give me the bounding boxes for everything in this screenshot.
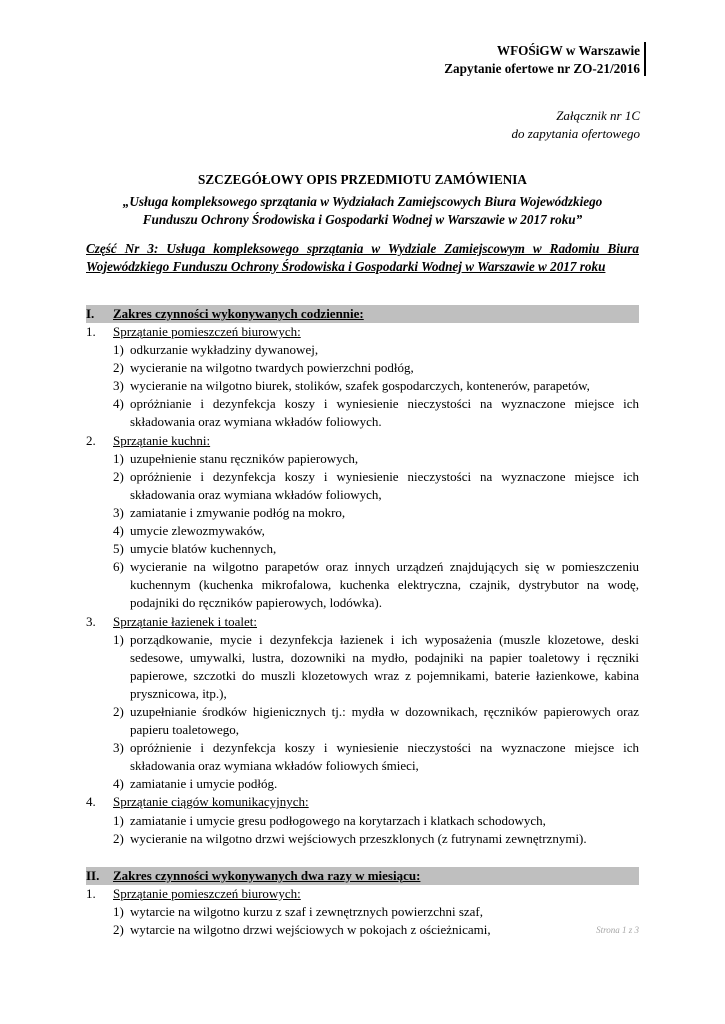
section-label: Zakres czynności wykonywanych dwa razy w miesiącu:	[113, 867, 421, 883]
list-item-number: 2)	[113, 921, 124, 937]
list-item-text: uzupełnianie środków higienicznych tj.: mydła w dozownikach, ręczników papierowych oraz papieru toaletowego,	[130, 703, 639, 738]
group-number: 2.	[86, 432, 96, 448]
document-body	[86, 305, 639, 939]
page-number: Strona 1 z 3	[596, 925, 639, 935]
list-item-number: 4)	[113, 776, 124, 792]
list-item	[113, 450, 639, 468]
list-item-number: 2)	[113, 468, 124, 484]
list-item	[113, 504, 639, 522]
list-item-number: 3)	[113, 378, 124, 394]
list-item	[113, 631, 639, 703]
list-item	[113, 540, 639, 558]
section-number: II.	[86, 867, 100, 883]
list-item	[113, 703, 639, 739]
list-item-number: 5)	[113, 541, 124, 557]
header-rule	[644, 42, 646, 76]
list-item-text: porządkowanie, mycie i dezynfekcja łazienek i ich wyposażenia (muszle klozetowe, deski sedesowe, umywalki, lustra, dozowniki na mydło, podajniki na papier toaletowy i ręczniki papierowe, szczotki do muszli klozetowych wraz z pojemnikami, baterie łazienkowe, kabina prysznicowa, itp.),	[130, 631, 639, 701]
document-title: SZCZEGÓŁOWY OPIS PRZEDMIOTU ZAMÓWIENIA	[198, 172, 527, 187]
list-item	[113, 377, 639, 395]
list-item-number: 1)	[113, 342, 124, 358]
list-item-number: 2)	[113, 830, 124, 846]
list-item-text: zamiatanie i umycie gresu podłogowego na korytarzach i klatkach schodowych,	[130, 812, 546, 828]
list-item-text: wycieranie na wilgotno drzwi wejściowych przeszklonych (z futrynami zewnętrznymi).	[130, 830, 587, 846]
list-item	[113, 830, 639, 848]
list-item	[113, 395, 639, 431]
list-item-text: wycieranie na wilgotno twardych powierzchni podłóg,	[130, 360, 414, 376]
list-item-number: 1)	[113, 631, 124, 647]
list-item-number: 4)	[113, 523, 124, 539]
group-number: 3.	[86, 613, 96, 629]
list-item-number: 2)	[113, 360, 124, 376]
group-label: Sprzątanie łazienek i toalet:	[113, 613, 258, 629]
group-label: Sprzątanie kuchni:	[113, 432, 211, 448]
list-item	[113, 903, 639, 921]
list-item-text: wycieranie na wilgotno biurek, stolików, szafek gospodarczych, kontenerów, parapetów,	[130, 378, 590, 394]
list-item	[113, 921, 639, 939]
subject-title	[86, 193, 639, 229]
list-item-number: 6)	[113, 559, 124, 575]
list-item-number: 1)	[113, 812, 124, 828]
list-item-text: umycie blatów kuchennych,	[130, 541, 277, 557]
group-number: 1.	[86, 324, 96, 339]
list-item-number: 3)	[113, 740, 124, 756]
group-heading	[86, 323, 639, 341]
group-heading	[86, 613, 639, 631]
page-header	[444, 42, 640, 78]
list-item-text: zamiatanie i zmywanie podłóg na mokro,	[130, 504, 346, 520]
subject-line-2: Funduszu Ochrony Środowiska i Gospodarki Wodnej w Warszawie w 2017 roku”	[142, 212, 583, 227]
list-item-text: opróżnienie i dezynfekcja koszy i wyniesienie nieczystości na wyznaczone miejsce ich składowania oraz wymiana wkładów foliowych,	[130, 468, 639, 502]
list-item-text: wycieranie na wilgotno parapetów oraz innych urządzeń znajdujących się w pomieszczeniu kuchennym (kuchenka mikrofalowa, kuchenka elektryczna, czajnik, dystrybutor na wodę, podajniki do ręczników papierowych, lodówka).	[130, 559, 639, 611]
list-item-text: opróżnienie i dezynfekcja koszy i wyniesienie nieczystości na wyznaczone miejsce ich składowania oraz wymiana wkładów foliowych śmieci,	[130, 740, 639, 774]
group-number: 1.	[86, 885, 96, 901]
list-item	[113, 341, 639, 359]
list-item-number: 4)	[113, 396, 124, 412]
list-item-text: wytarcie na wilgotno drzwi wejściowych w pokojach z ościeżnicami,	[130, 921, 491, 937]
list-item	[113, 812, 639, 830]
attachment-reference: do zapytania ofertowego	[511, 126, 640, 141]
list-item	[113, 775, 639, 793]
part-heading: Część Nr 3: Usługa kompleksowego sprzątania w Wydziale Zamiejscowym w Radomiu Biura Wojewódzkiego Funduszu Ochrony Środowiska i Gospodarki Wodnej w Warszawie w 2017 roku	[86, 241, 639, 274]
list-item-number: 1)	[113, 450, 124, 466]
header-inquiry-number: Zapytanie ofertowe nr ZO-21/2016	[444, 61, 640, 76]
list-item	[113, 359, 639, 377]
list-item-text: odkurzanie wykładziny dywanowej,	[130, 342, 319, 358]
list-item-number: 3)	[113, 504, 124, 520]
section-number: I.	[86, 306, 95, 321]
section-label: Zakres czynności wykonywanych codziennie:	[113, 306, 364, 321]
list-item-text: umycie zlewozmywaków,	[130, 523, 265, 539]
attachment-number: Załącznik nr 1C	[556, 108, 640, 123]
section-heading	[86, 305, 639, 323]
group-label: Sprzątanie pomieszczeń biurowych:	[113, 324, 301, 339]
list-item-text: opróżnianie i dezynfekcja koszy i wyniesienie nieczystości na wyznaczone miejsce ich składowania oraz wymiana wkładów foliowych.	[130, 396, 639, 430]
subject-line-1: „Usługa kompleksowego sprzątania w Wydziałach Zamiejscowych Biura Wojewódzkiego	[122, 194, 603, 209]
group-label: Sprzątanie ciągów komunikacyjnych:	[113, 794, 309, 810]
list-item-number: 2)	[113, 703, 124, 719]
list-item	[113, 522, 639, 540]
list-item	[113, 739, 639, 775]
attachment-note	[511, 107, 640, 143]
section-heading	[86, 867, 639, 885]
group-heading	[86, 793, 639, 811]
group-heading	[86, 885, 639, 903]
group-number: 4.	[86, 794, 96, 810]
list-item-number: 1)	[113, 903, 124, 919]
list-item-text: uzupełnienie stanu ręczników papierowych,	[130, 450, 359, 466]
list-item-text: wytarcie na wilgotno kurzu z szaf i zewnętrznych powierzchni szaf,	[130, 903, 484, 919]
group-heading	[86, 432, 639, 450]
header-org: WFOŚiGW w Warszawie	[496, 43, 640, 58]
group-label: Sprzątanie pomieszczeń biurowych:	[113, 885, 301, 901]
list-item	[113, 558, 639, 612]
list-item	[113, 468, 639, 504]
list-item-text: zamiatanie i umycie podłóg.	[130, 776, 278, 792]
